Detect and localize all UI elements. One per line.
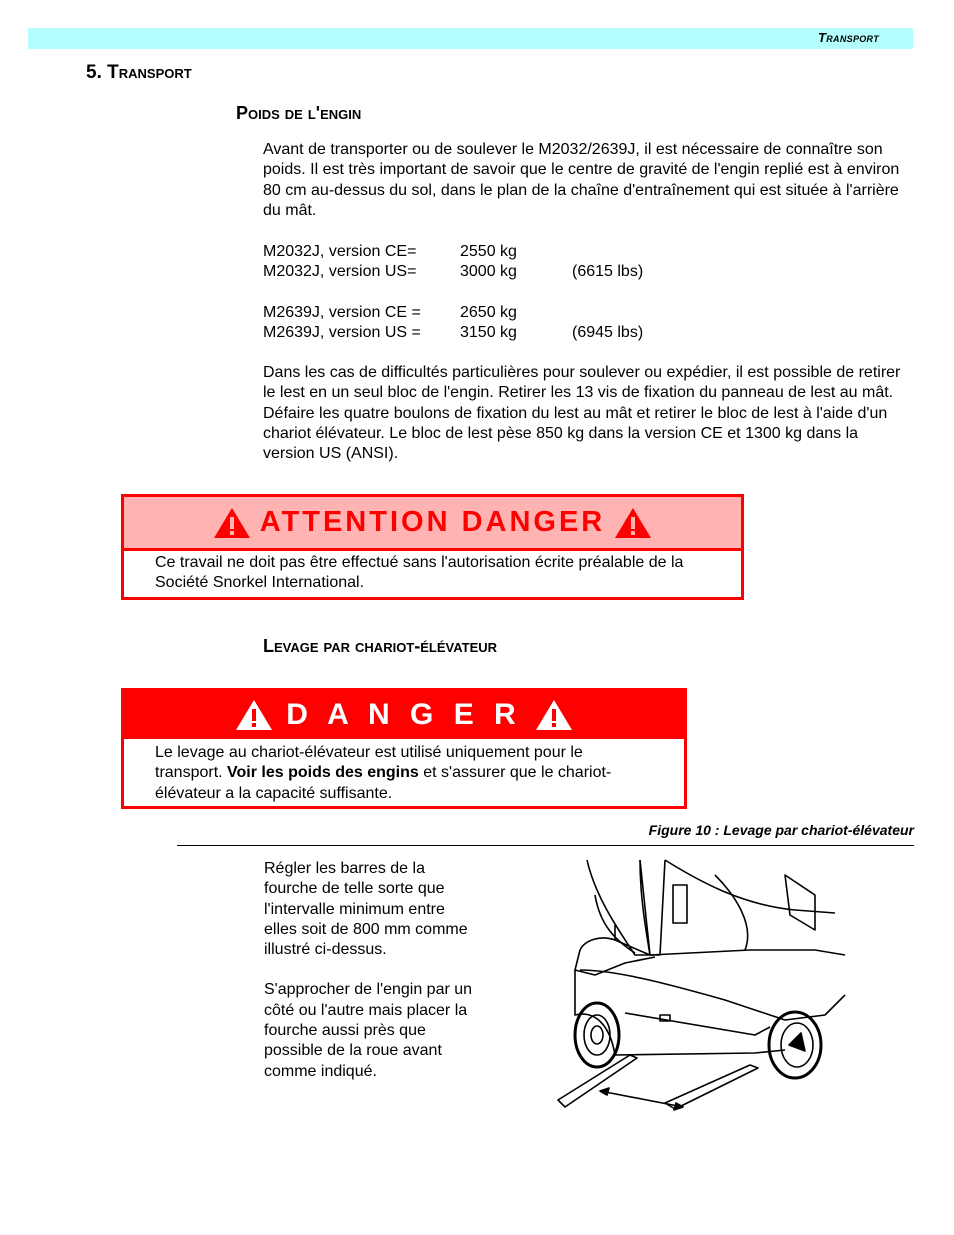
attention-warning-body xyxy=(155,553,730,594)
instruction-fork-spacing: Régler les barres de la fourche de telle sorte que l'intervalle minimum entre elles soit de 800 mm comme illustré ci-dessus. xyxy=(264,860,468,959)
danger-text-start: Le levage au chariot-élévateur est utilisé uniquement pour le transport. xyxy=(155,744,583,782)
danger-warning-body xyxy=(155,743,645,804)
attention-warning-title: ATTENTION DANGER xyxy=(259,506,606,538)
spec-row xyxy=(263,303,692,323)
weight-intro-text: Avant de transporter ou de soulever le M2032/2639J, il est nécessaire de connaître son poids. Il est très important de savoir que le centre de gravité de l'engin replié est à environ 80 cm au-dessus du sol, dans le plan de la chaîne d'entraînement qui est située à l'arrière du mât. xyxy=(263,141,900,219)
weight-intro xyxy=(263,140,918,221)
section-number: 5. xyxy=(86,62,102,83)
spec-lbs xyxy=(572,242,692,262)
ballast-paragraph xyxy=(263,363,913,464)
danger-warning-title: D A N G E R xyxy=(286,698,522,731)
attention-warning-header xyxy=(124,497,741,551)
running-header xyxy=(28,28,913,49)
danger-warning-header xyxy=(124,691,684,739)
figure-instructions xyxy=(264,859,474,1082)
forklift-heading: Levage par chariot-élévateur xyxy=(263,636,498,656)
spec-lbs xyxy=(572,303,692,323)
spec-lbs: (6615 lbs) xyxy=(572,263,644,281)
forklift-lifting-illustration xyxy=(555,855,850,1115)
attention-warning-text: Ce travail ne doit pas être effectué sans l'autorisation écrite préalable de la Société Snorkel International. xyxy=(155,554,684,592)
weight-heading: Poids de l'engin xyxy=(236,103,362,123)
danger-warning-box xyxy=(121,688,687,809)
section-title: Transport xyxy=(107,62,192,83)
warning-triangle-icon xyxy=(613,506,653,540)
attention-warning-box xyxy=(121,494,744,600)
spec-model: M2639J, version US = xyxy=(263,323,421,341)
spec-model: M2639J, version CE = xyxy=(263,303,421,321)
danger-text-end: et s'assurer que le chariot-élévateur a la capacité suffisante. xyxy=(155,764,612,802)
weight-spec-table xyxy=(263,242,692,343)
spec-row xyxy=(263,262,692,282)
instruction-approach: S'approcher de l'engin par un côté ou l'autre mais placer la fourche aussi près que possible de la roue avant comme indiqué. xyxy=(264,981,473,1080)
figure-caption: Figure 10 : Levage par chariot-élévateur xyxy=(648,822,914,838)
running-header-title: Transport xyxy=(818,30,879,45)
spec-kg: 3150 kg xyxy=(460,323,517,341)
spec-lbs: (6945 lbs) xyxy=(572,323,644,341)
spec-kg: 3000 kg xyxy=(460,263,517,281)
spec-model: M2032J, version US= xyxy=(263,263,417,281)
spec-row xyxy=(263,323,692,343)
danger-text-bold: Voir les poids des engins xyxy=(227,764,419,782)
danger-warning-text xyxy=(155,743,645,804)
ballast-text: Dans les cas de difficultés particulières pour soulever ou expédier, il est possible de retirer le lest en un seul bloc de l'engin. Retirer les 13 vis de fixation du panneau de lest au mât. Défaire les quatre boulons de fixation du lest au mât et retirer le bloc de lest à l'aide d'un chariot élévateur. Le bloc de lest pèse 850 kg dans la version CE et 1300 kg dans la version US (ANSI). xyxy=(263,364,901,463)
spec-kg: 2550 kg xyxy=(460,243,517,260)
spec-model: M2032J, version CE= xyxy=(263,243,417,260)
spec-row xyxy=(263,242,692,262)
warning-triangle-icon xyxy=(234,698,274,732)
warning-triangle-icon xyxy=(534,698,574,732)
section-heading xyxy=(86,62,192,84)
warning-triangle-icon xyxy=(212,506,252,540)
spec-kg: 2650 kg xyxy=(460,303,517,321)
figure-divider xyxy=(177,845,914,846)
